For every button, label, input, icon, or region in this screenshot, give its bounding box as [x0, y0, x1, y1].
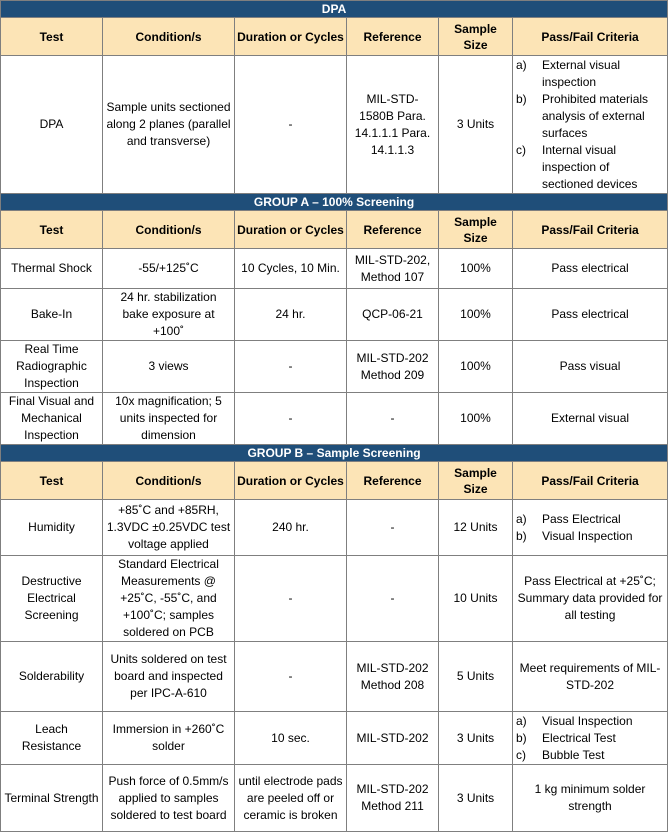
criteria-item-text: Bubble Test [542, 747, 605, 762]
column-header: Reference [347, 462, 439, 500]
criteria-cell: Meet requirements of MIL-STD-202 [513, 642, 668, 712]
reference-cell: MIL-STD-202, Method 107 [347, 249, 439, 289]
sample-size-cell: 100% [439, 289, 513, 341]
table-row [1, 341, 668, 393]
test-cell: Thermal Shock [1, 249, 103, 289]
criteria-list [516, 713, 664, 764]
reference-cell: MIL-STD-202 Method 208 [347, 642, 439, 712]
duration-cell: until electrode pads are peeled off or ceramic is broken [235, 765, 347, 832]
column-header: Duration or Cycles [235, 18, 347, 56]
criteria-item-text: Electrical Test [542, 730, 616, 745]
test-cell: Bake-In [1, 289, 103, 341]
criteria-cell: External visual [513, 393, 668, 445]
table-row [1, 712, 668, 765]
criteria-item-text: Visual Inspection [542, 713, 633, 728]
condition-cell: Push force of 0.5mm/s applied to samples soldered to test board [103, 765, 235, 832]
column-header: Sample Size [439, 211, 513, 249]
test-cell: Humidity [1, 500, 103, 556]
reference-cell: - [347, 500, 439, 556]
column-header: Reference [347, 18, 439, 56]
column-header: Condition/s [103, 462, 235, 500]
table-row [1, 289, 668, 341]
sample-size-cell: 10 Units [439, 556, 513, 642]
column-header: Duration or Cycles [235, 211, 347, 249]
column-header: Pass/Fail Criteria [513, 211, 668, 249]
condition-cell: Standard Electrical Measurements @ +25˚C, -55˚C, and +100˚C; samples soldered on PCB [103, 556, 235, 642]
reference-cell: - [347, 393, 439, 445]
table-row [1, 249, 668, 289]
duration-cell: - [235, 341, 347, 393]
criteria-item-marker: c) [516, 142, 526, 157]
sample-size-cell: 5 Units [439, 642, 513, 712]
criteria-list [516, 511, 664, 545]
duration-cell: - [235, 393, 347, 445]
criteria-item-text: Pass Electrical [542, 511, 621, 526]
sample-size-cell: 12 Units [439, 500, 513, 556]
duration-cell: 240 hr. [235, 500, 347, 556]
criteria-item [516, 713, 664, 730]
criteria-item-marker: a) [516, 713, 527, 728]
column-header: Test [1, 211, 103, 249]
duration-cell: 10 sec. [235, 712, 347, 765]
reference-cell: QCP-06-21 [347, 289, 439, 341]
test-cell: Destructive Electrical Screening [1, 556, 103, 642]
criteria-item-marker: b) [516, 730, 527, 745]
reference-cell: MIL-STD-202 [347, 712, 439, 765]
condition-cell: 24 hr. stabilization bake exposure at +100˚ [103, 289, 235, 341]
duration-cell: 10 Cycles, 10 Min. [235, 249, 347, 289]
criteria-item-marker: b) [516, 91, 527, 106]
reference-cell: MIL-STD-202 Method 211 [347, 765, 439, 832]
section-title-row [1, 1, 668, 18]
duration-cell: 24 hr. [235, 289, 347, 341]
section-title: DPA [1, 1, 668, 18]
test-cell: DPA [1, 56, 103, 194]
section-title-row [1, 445, 668, 462]
criteria-cell: 1 kg minimum solder strength [513, 765, 668, 832]
criteria-list [516, 57, 664, 193]
column-header: Duration or Cycles [235, 462, 347, 500]
criteria-cell [513, 712, 668, 765]
duration-cell: - [235, 556, 347, 642]
sample-size-cell: 100% [439, 249, 513, 289]
criteria-cell: Pass Electrical at +25˚C; Summary data provided for all testing [513, 556, 668, 642]
criteria-cell [513, 56, 668, 194]
test-cell: Terminal Strength [1, 765, 103, 832]
test-cell: Real Time Radiographic Inspection [1, 341, 103, 393]
column-header: Sample Size [439, 18, 513, 56]
test-cell: Leach Resistance [1, 712, 103, 765]
condition-cell: 10x magnification; 5 units inspected for dimension [103, 393, 235, 445]
column-header: Sample Size [439, 462, 513, 500]
condition-cell: Immersion in +260˚C solder [103, 712, 235, 765]
sample-size-cell: 3 Units [439, 56, 513, 194]
column-header: Pass/Fail Criteria [513, 18, 668, 56]
test-cell: Final Visual and Mechanical Inspection [1, 393, 103, 445]
condition-cell: +85˚C and +85RH, 1.3VDC ±0.25VDC test voltage applied [103, 500, 235, 556]
criteria-item-marker: a) [516, 511, 527, 526]
reference-cell: - [347, 556, 439, 642]
reference-cell: MIL-STD-202 Method 209 [347, 341, 439, 393]
sample-size-cell: 100% [439, 393, 513, 445]
section-title: GROUP B – Sample Screening [1, 445, 668, 462]
column-header: Condition/s [103, 18, 235, 56]
sample-size-cell: 3 Units [439, 765, 513, 832]
criteria-item-text: Internal visual inspection of sectioned devices [542, 142, 638, 191]
criteria-item-marker: a) [516, 57, 527, 72]
criteria-item [516, 91, 664, 142]
criteria-cell: Pass electrical [513, 249, 668, 289]
table-row [1, 556, 668, 642]
table-row [1, 393, 668, 445]
criteria-item-text: Visual Inspection [542, 528, 633, 543]
test-cell: Solderability [1, 642, 103, 712]
column-header-row [1, 211, 668, 249]
criteria-item [516, 528, 664, 545]
column-header: Reference [347, 211, 439, 249]
condition-cell: 3 views [103, 341, 235, 393]
column-header: Pass/Fail Criteria [513, 462, 668, 500]
criteria-item-marker: b) [516, 528, 527, 543]
criteria-cell [513, 500, 668, 556]
criteria-cell: Pass visual [513, 341, 668, 393]
criteria-item [516, 142, 664, 193]
column-header: Test [1, 18, 103, 56]
condition-cell: Sample units sectioned along 2 planes (parallel and transverse) [103, 56, 235, 194]
criteria-item [516, 747, 664, 764]
table-body [1, 1, 668, 832]
duration-cell: - [235, 642, 347, 712]
criteria-item-marker: c) [516, 747, 526, 762]
criteria-item-text: Prohibited materials analysis of external surfaces [542, 91, 649, 140]
criteria-item [516, 511, 664, 528]
condition-cell: Units soldered on test board and inspected per IPC-A-610 [103, 642, 235, 712]
table-row [1, 56, 668, 194]
condition-cell: -55/+125˚C [103, 249, 235, 289]
section-title: GROUP A – 100% Screening [1, 194, 668, 211]
criteria-item [516, 57, 664, 91]
criteria-item [516, 730, 664, 747]
duration-cell: - [235, 56, 347, 194]
column-header: Condition/s [103, 211, 235, 249]
column-header-row [1, 462, 668, 500]
table-row [1, 500, 668, 556]
section-title-row [1, 194, 668, 211]
criteria-cell: Pass electrical [513, 289, 668, 341]
column-header-row [1, 18, 668, 56]
sample-size-cell: 100% [439, 341, 513, 393]
table-row [1, 765, 668, 832]
column-header: Test [1, 462, 103, 500]
sample-size-cell: 3 Units [439, 712, 513, 765]
criteria-item-text: External visual inspection [542, 57, 621, 89]
reference-cell: MIL-STD-1580B Para. 14.1.1.1 Para. 14.1.1.3 [347, 56, 439, 194]
table-row [1, 642, 668, 712]
